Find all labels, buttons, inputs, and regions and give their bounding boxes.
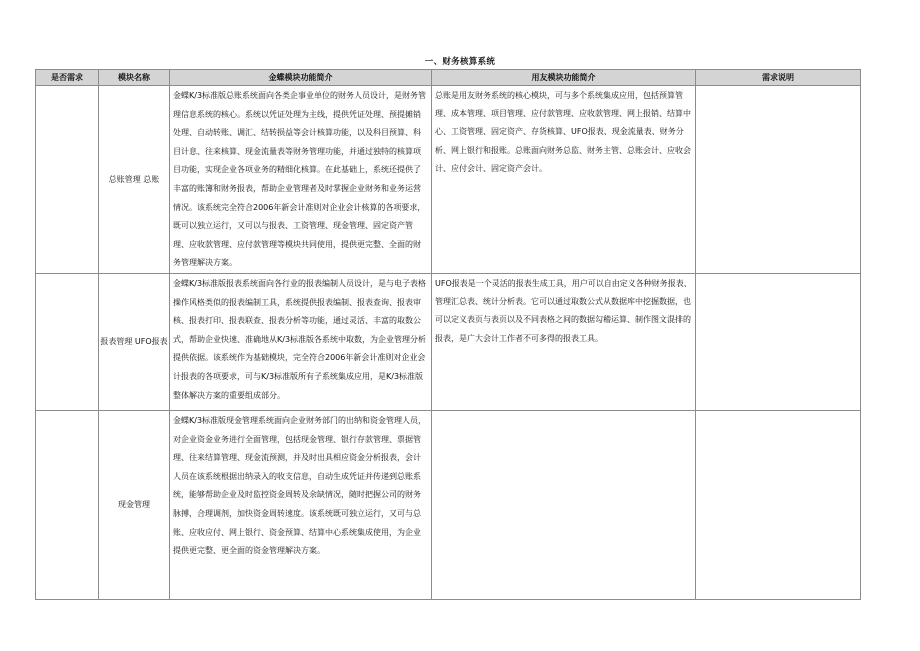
cell-module-name: 现金管理 (99, 410, 170, 599)
table-row (36, 410, 861, 599)
cell-requirement[interactable] (696, 86, 861, 274)
header-yonyou: 用友模块功能简介 (432, 70, 696, 86)
cell-yonyou-desc (432, 410, 696, 599)
cell-kingdee-desc: 金蝶K/3标准版现金管理系统面向企业财务部门的出纳和资金管理人员，对企业资金业务进行全面管理，包括现金管理、银行存款管理、票据管理、往来结算管理、现金流预测，并及时出具相应资金分析报表，会计人员在该系统根据出纳录入的收支信息，自动生成凭证并传递到总账系统，能够帮助企业及时监控资金周转及余缺情况，随时把握公司的财务脉搏，合理调剂，加快资金周转速度。该系统既可独立运行，又可与总账、应收应付、网上银行、资金预算、结算中心系统集成使用，为企业提供更完整、更全面的资金管理解决方案。 (170, 410, 432, 599)
table-row (36, 273, 861, 410)
cell-module-name: 总账管理 总账 (99, 86, 170, 274)
cell-kingdee-desc: 金蝶K/3标准版总账系统面向各类企事业单位的财务人员设计，是财务管理信息系统的核心。系统以凭证处理为主线，提供凭证处理、预提摊销处理、自动转账、调汇、结转损益等会计核算功能，以及科目预算、科目计息、往来核算、现金流量表等财务管理功能，并通过独特的核算项目功能，实现企业各项业务的精细化核算。在此基础上，系统还提供了丰富的账簿和财务报表，帮助企业管理者及时掌握企业财务和业务运营情况。该系统完全符合2006年新会计准则对企业会计核算的各项要求，既可以独立运行，又可以与报表、工资管理、现金管理、固定资产管理、应收款管理、应付款管理等模块共同使用，提供更完整、全面的财务管理解决方案。 (170, 86, 432, 274)
cell-need[interactable] (36, 86, 99, 274)
cell-requirement[interactable] (696, 273, 861, 410)
header-requirement: 需求说明 (696, 70, 861, 86)
finance-module-table (35, 69, 861, 600)
cell-need[interactable] (36, 273, 99, 410)
table-row (36, 86, 861, 274)
document-title: 一、财务核算系统 (424, 57, 496, 67)
cell-kingdee-desc: 金蝶K/3标准版报表系统面向各行业的报表编制人员设计，是与电子表格操作风格类似的报表编制工具，系统提供报表编制、报表查询、报表审核、报表打印、报表联查、报表分析等功能，通过灵活、丰富的取数公式，帮助企业快速、准确地从K/3标准版各系统中取数，为企业管理分析提供依据。该系统作为基础模块，完全符合2006年新会计准则对企业会计报表的各项要求，可与K/3标准版所有子系统集成应用，是K/3标准版整体解决方案的重要组成部分。 (170, 273, 432, 410)
header-kingdee: 金蝶模块功能简介 (170, 70, 432, 86)
table-header-row (36, 70, 861, 86)
cell-requirement[interactable] (696, 410, 861, 599)
cell-need[interactable] (36, 410, 99, 599)
cell-yonyou-desc: 总账是用友财务系统的核心模块，可与多个系统集成应用，包括预算管理、成本管理、项目管理、应付款管理、应收款管理、网上报销、结算中心、工资管理、固定资产、存货核算、UFO报表、现金流量表、财务分析、网上银行和报账。总账面向财务总监、财务主管、总账会计、应收会计、应付会计、固定资产会计。 (432, 86, 696, 274)
cell-yonyou-desc: UFO报表是一个灵活的报表生成工具，用户可以自由定义各种财务报表、管理汇总表、统计分析表。它可以通过取数公式从数据库中挖掘数据，也可以定义表页与表页以及不同表格之间的数据勾稽运算、制作图文混排的报表，是广大会计工作者不可多得的报表工具。 (432, 273, 696, 410)
cell-module-name: 报表管理 UFO报表 (99, 273, 170, 410)
header-module-name: 模块名称 (99, 70, 170, 86)
header-need: 是否需求 (36, 70, 99, 86)
